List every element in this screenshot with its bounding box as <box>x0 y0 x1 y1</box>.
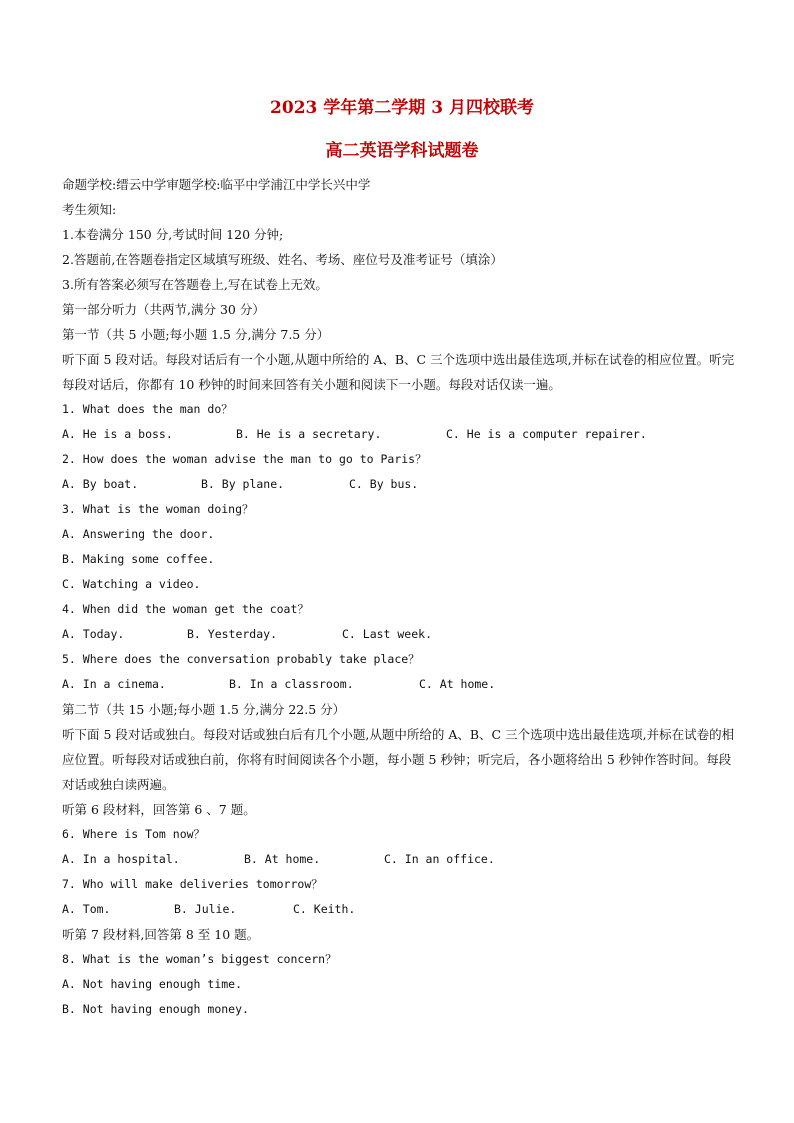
option-c: C. Watching a video. <box>62 577 201 591</box>
question-6-options <box>62 847 742 872</box>
option-b: B. Yesterday. <box>187 627 278 641</box>
option-a: A. He is a boss. <box>62 427 173 441</box>
option-b: B. In a classroom. <box>229 677 354 691</box>
notice-item: 3.所有答案必须写在答题卷上,写在试卷上无效。 <box>62 277 328 292</box>
option-b: B. Julie. <box>174 902 237 916</box>
question-8: 8. What is the woman’s biggest concern？ <box>62 952 337 966</box>
option-b: B. By plane. <box>201 477 285 491</box>
question-2: 2. How does the woman advise the man to go to Paris？ <box>62 452 427 466</box>
question-7: 7. Who will make deliveries tomorrow？ <box>62 877 323 891</box>
schools-line: 命题学校:缙云中学审题学校:临平中学浦江中学长兴中学 <box>62 177 371 192</box>
option-a: A. In a cinema. <box>62 677 166 691</box>
question-2-options <box>62 472 742 497</box>
option-b: B. Making some coffee. <box>62 552 215 566</box>
question-3: 3. What is the woman doing？ <box>62 502 254 516</box>
section1-heading: 第一节（共 5 小题;每小题 1.5 分,满分 7.5 分） <box>62 327 330 342</box>
section2-instructions: 听下面 5 段对话或独白。每段对话或独白后有几个小题,从题中所给的 A、B、C 三个选项中选出最佳选项,并标在试卷的相应位置。听每段对话或独白前，你将有时间阅读各个小题，每小题 5 秒钟；听完后，各小题将给出 5 秒钟作答时间。每段对话或独白读两遍。 <box>62 727 735 792</box>
question-5: 5. Where does the conversation probably take place？ <box>62 652 420 666</box>
exam-subtitle: 高二英语学科试题卷 <box>325 141 479 161</box>
question-6: 6. Where is Tom now？ <box>62 827 206 841</box>
option-b: B. Not having enough money. <box>62 1002 249 1016</box>
option-b: B. He is a secretary. <box>236 427 382 441</box>
option-a: A. Answering the door. <box>62 527 215 541</box>
question-4-options <box>62 622 742 647</box>
option-c: C. By bus. <box>349 477 419 491</box>
option-a: A. Not having enough time. <box>62 977 243 991</box>
option-c: C. In an office. <box>384 852 495 866</box>
part1-heading: 第一部分听力（共两节,满分 30 分） <box>62 302 265 317</box>
notice-item: 1.本卷满分 150 分,考试时间 120 分钟; <box>62 227 284 242</box>
option-a: A. In a hospital. <box>62 852 180 866</box>
option-b: B. At home. <box>244 852 321 866</box>
question-1-options <box>62 422 742 447</box>
option-c: C. Last week. <box>342 627 433 641</box>
section2-heading: 第二节（共 15 小题;每小题 1.5 分,满分 22.5 分） <box>62 702 346 717</box>
option-a: A. Today. <box>62 627 125 641</box>
section1-instructions: 听下面 5 段对话。每段对话后有一个小题,从题中所给的 A、B、C 三个选项中选出最佳选项,并标在试卷的相应位置。听完每段对话后，你都有 10 秒钟的时间来回答有关小题和阅读下一小题。每段对话仅读一遍。 <box>62 352 735 392</box>
question-7-options <box>62 897 742 922</box>
notice-item: 2.答题前,在答题卷指定区域填写班级、姓名、考场、座位号及准考证号（填涂） <box>62 252 503 267</box>
question-4: 4. When did the woman get the coat？ <box>62 602 309 616</box>
notice-heading: 考生须知: <box>62 202 117 217</box>
option-a: A. Tom. <box>62 902 111 916</box>
option-c: C. Keith. <box>293 902 356 916</box>
option-c: C. He is a computer repairer. <box>446 427 647 441</box>
material-6-label: 听第 6 段材料，回答第 6 、7 题。 <box>62 802 256 817</box>
exam-body <box>62 172 742 1022</box>
exam-title: 2023 学年第二学期 3 月四校联考 <box>270 98 534 118</box>
question-1: 1. What does the man do？ <box>62 402 233 416</box>
material-7-label: 听第 7 段材料,回答第 8 至 10 题。 <box>62 927 260 942</box>
option-a: A. By boat. <box>62 477 139 491</box>
question-5-options <box>62 672 742 697</box>
option-c: C. At home. <box>419 677 496 691</box>
